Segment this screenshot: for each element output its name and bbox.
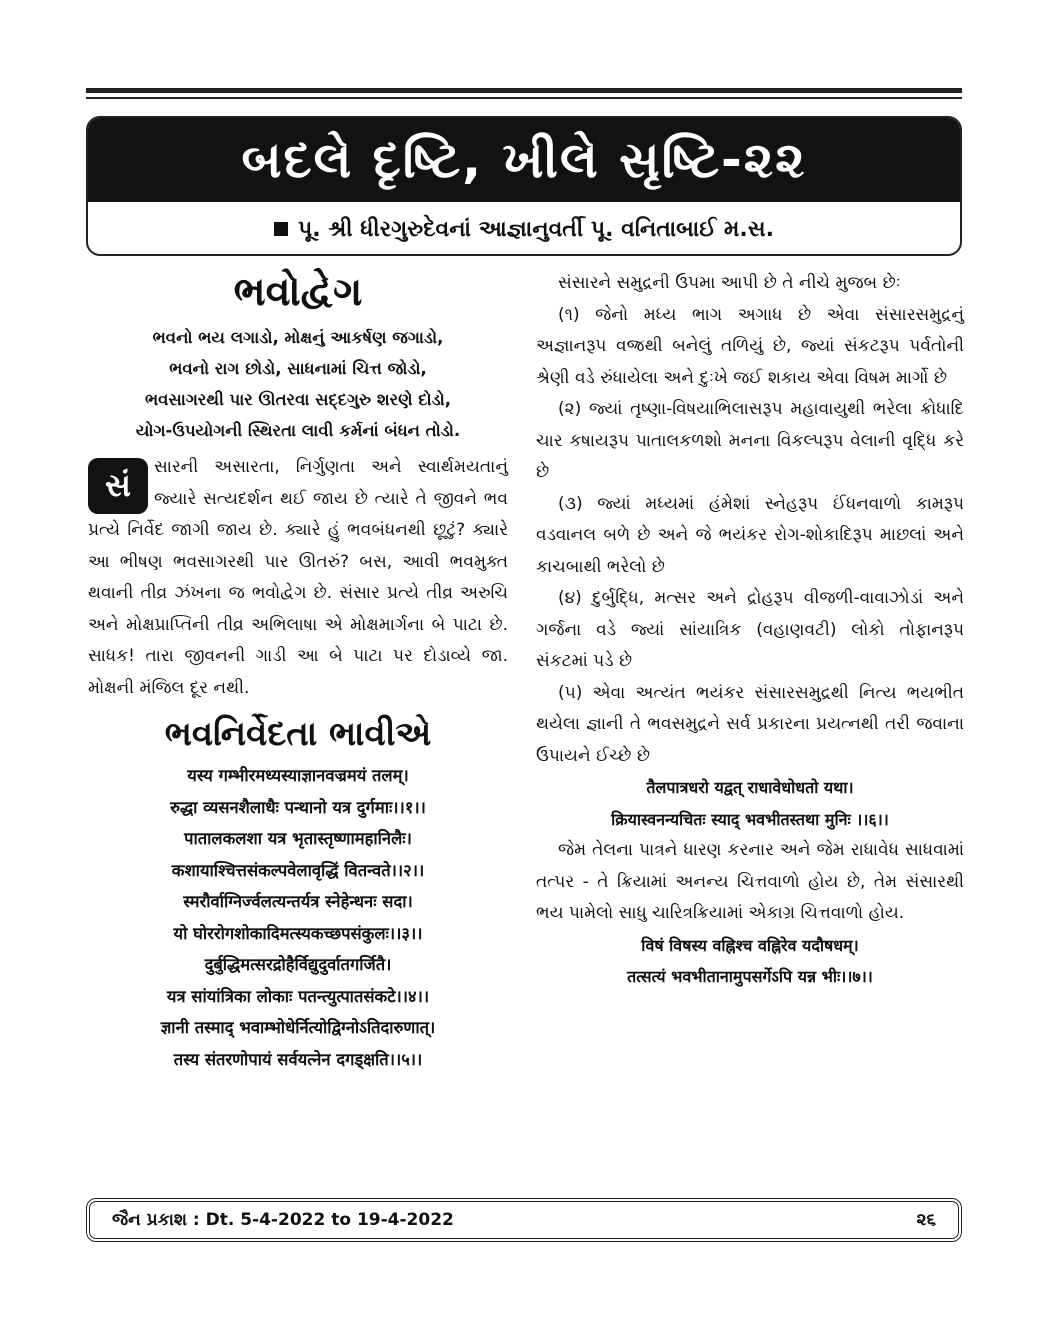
- explanation-paragraph: જેમ તેલના પાત્રને ધારણ કરનાર અને જેમ રાધાવેધ સાધવામાં તત્પર - તે ક્રિયામાં અનન્ય ચિત્તવાળો હોય છે, તેમ સંસારથી ભય પામેલો સાધુ ચારિત્રક્રિયામાં એકાગ્ર ચિત્તવાળો હોય.: [536, 840, 964, 923]
- page-number: ૨૬: [916, 1210, 936, 1230]
- intro-paragraph-wrap: [88, 452, 508, 704]
- footer-box: [86, 1198, 962, 1242]
- left-column: [88, 264, 508, 1075]
- list-item: (૩) જ્યાં મધ્યમાં હંમેશાં સ્નેહરૂપ ઈંધનવાળો કામરૂપ વડવાનલ બળે છે અને જે ભયંકર રોગ-શોકાદિરૂપ માછલાં અને કાચબાથી ભરેલો છે: [536, 493, 964, 577]
- top-rule-thick: [86, 88, 962, 93]
- square-bullet-icon: [274, 222, 288, 236]
- byline: [88, 204, 960, 254]
- list-item: (૨) જ્યાં તૃષ્ણા-વિષયાભિલાસરૂપ મહાવાયુથી ભરેલા ક્રોધાદિ ચાર કષાયરૂપ પાતાલકળશો મનના વિકલ્પરૂપ વેલાની વૃદ્ધિ કરે છે: [536, 399, 964, 482]
- shloka-line: विषं विषस्य वह्निश्च वह्निरेव यदौषधम्।: [641, 935, 859, 955]
- shloka-line: तस्य संतरणोपायं सर्वयत्नेन दगड्क्षति।।५।।: [173, 1049, 423, 1069]
- drop-cap: સં: [88, 458, 148, 514]
- shloka-6: [536, 772, 964, 835]
- title-band: [88, 118, 960, 202]
- footer-publication: જૈન પ્રકાશ : Dt. 5-4-2022 to 19-4-2022: [112, 1210, 454, 1230]
- shloka-line: यत्र सांयांत्रिका लोकाः पतन्त्युत्पातसंकटे।।४।।: [166, 986, 430, 1006]
- shloka-line: तत्सत्यं भवभीतानामुपसर्गेऽपि यन्न भीः।।७।।: [627, 967, 873, 986]
- title-box: [86, 116, 962, 256]
- intro-paragraph: સારની અસારતા, નિર્ગુણતા અને સ્વાર્થમયતાનું જ્યારે સત્યદર્શન થઈ જાય છે ત્યારે તે જીવને ભવ પ્રત્યે નિર્વેદ જાગી જાય છે. ક્યારે હું ભવબંધનથી છૂટું? ક્યારે આ ભીષણ ભવસાગરથી પાર ઊતરું? બસ, આવી ભવમુક્ત થવાની તીવ્ર ઝંખના જ ભવોદ્વેગ છે. સંસાર પ્રત્યે તીવ્ર અરુચિ અને મોક્ષપ્રાપ્તિની તીવ્ર અભિલાષા એ મોક્ષમાર્ગના બે પાટા છે. સાધક! તારા જીવનની ગાડી આ બે પાટા પર દોડાવ્યે જા. મોક્ષની મંજિલ દૂર નથી.: [88, 457, 508, 698]
- shloka-line: कशायाश्चित्तसंकल्पवेलावृद्धिं वितन्वते।।२।।: [171, 860, 425, 880]
- heading-bhavnirvedta: ભવનિર્વેદતા ભાવીએ: [164, 714, 432, 754]
- list-item: (૫) એવા અત્યંત ભયંકર સંસારસમુદ્રથી નિત્ય ભયભીત થયેલા જ્ઞાની તે ભવસમુદ્રને સર્વ પ્રકારના પ્રયત્નથી તરી જવાના ઉપાયને ઈચ્છે છે: [536, 682, 964, 766]
- shloka-line: पातालकलशा यत्र भृतास्तृष्णामहानिलैः।: [184, 829, 412, 848]
- shloka-line: क्रियास्वनन्यचितः स्याद् भवभीतस्तथा मुनिः ।।६।।: [611, 809, 889, 829]
- shloka-7: [536, 930, 964, 993]
- shloka-list: [88, 760, 508, 1075]
- verse-line: યોગ-ઉપયોગની સ્થિરતા લાવી કર્મનાં બંધન તોડો.: [135, 421, 461, 440]
- top-rule-thin: [86, 97, 962, 99]
- right-column: [536, 268, 964, 993]
- shloka-line: स्मरौर्वाग्निर्ज्वलत्यन्तर्यत्र स्नेहेन्धनः सदा।: [183, 892, 413, 911]
- shloka-line: यस्य गम्भीरमध्यस्याज्ञानवज्रमयं तलम्।: [187, 766, 409, 785]
- shloka-line: ज्ञानी तस्माद् भवाम्भोधेर्नित्योद्विग्नोऽतिदारुणात्।: [160, 1018, 436, 1037]
- right-intro: સંસારને સમુદ્રની ઉપમા આપી છે તે નીચે મુજબ છેઃ: [558, 273, 901, 293]
- list-item: (૪) દુર્બુદ્ધિ, મત્સર અને દ્રોહરૂપ વીજળી-વાવાઝોડાં અને ગર્જના વડે જ્યાં સાંયાત્રિક (વહાણવટી) લોકો તોફાનરૂપ સંકટમાં પડે છે: [536, 588, 964, 671]
- verse-line: ભવનો રાગ છોડો, સાધનામાં ચિત્ત જોડો,: [169, 359, 427, 378]
- shloka-line: यो घोररोगशोकादिमत्स्यकच्छपसंकुलः।।३।।: [173, 923, 423, 943]
- list-item: (૧) જેનો મધ્ય ભાગ અગાધ છે એવા સંસારસમુદ્રનું અજ્ઞાનરૂપ વજ્રથી બનેલું તળિયું છે, જ્યાં સંકટરૂપ પર્વતોની શ્રેણી વડે રુંધાયેલા અને દુઃખે જઈ શકાય એવા વિષમ માર્ગો છે: [536, 304, 964, 388]
- shloka-line: तैलपात्रधरो यद्वत् राधावेधोधतो यथा।: [646, 778, 854, 797]
- byline-text: પૂ. શ્રી ધીરગુરુદેવનાં આજ્ઞાનુવર્તી પૂ. વનિતાબાઈ મ.સ.: [298, 216, 774, 242]
- heading-bhavodveg: ભવોદ્વેગ: [233, 269, 363, 315]
- verse-line: ભવનો ભય લગાડો, મોક્ષનું આકર્ષણ જગાડો,: [152, 328, 444, 347]
- shloka-line: रुद्धा व्यसनशैलाधैः पन्थानो यत्र दुर्गमाः।।१।।: [170, 797, 426, 817]
- verse: [88, 322, 508, 446]
- page-title: બદલે દૃષ્ટિ, ખીલે સૃષ્ટિ-૨૨: [241, 130, 807, 189]
- shloka-line: दुर्बुद्धिमत्सरद्रोहैर्विद्युदुर्वातगर्जितै।: [204, 955, 392, 974]
- verse-line: ભવસાગરથી પાર ઊતરવા સદ્દગુરુ શરણે દોડો,: [144, 390, 452, 409]
